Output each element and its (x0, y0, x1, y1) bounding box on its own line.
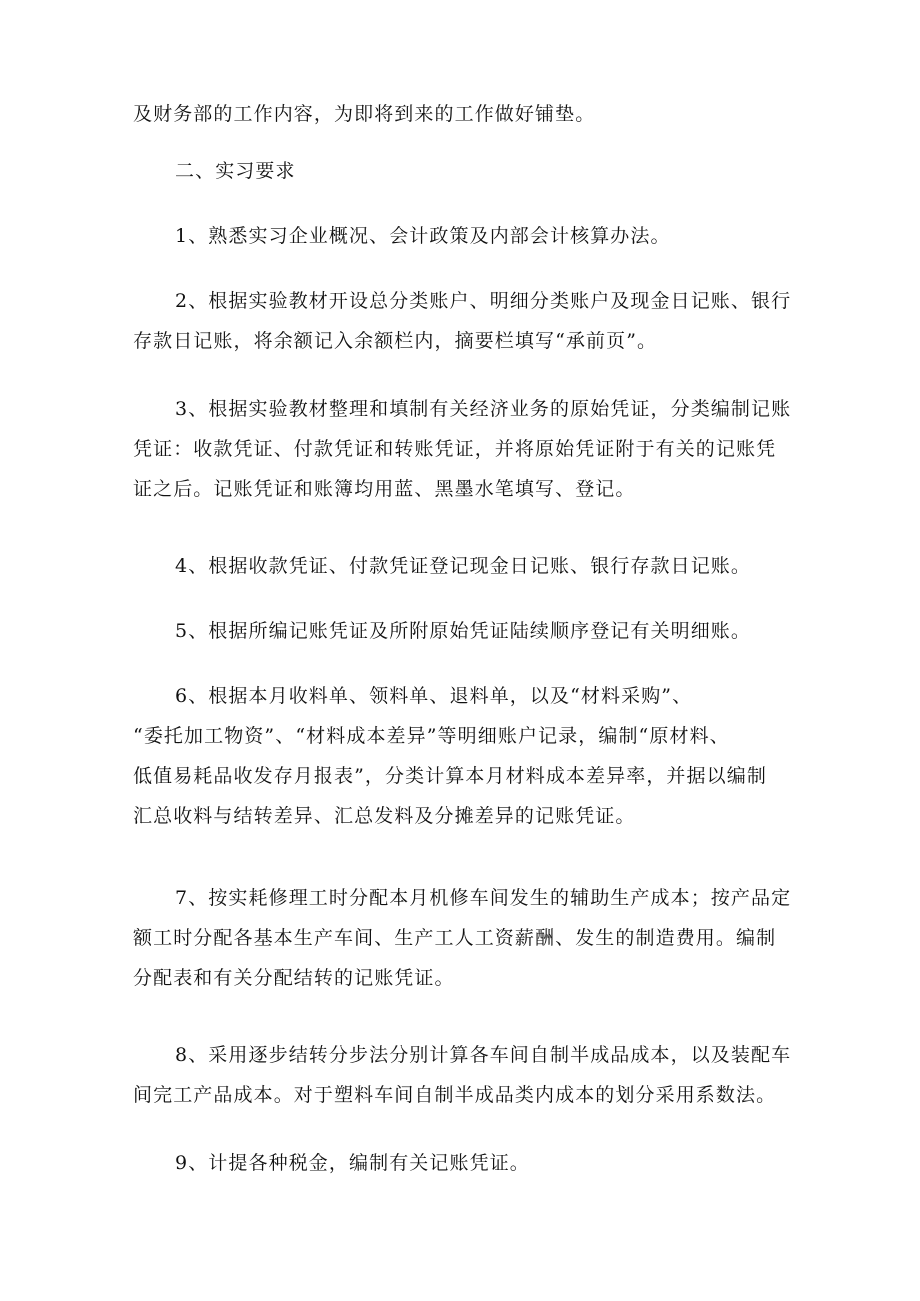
paragraph-line: 低值易耗品收发存月报表”，分类计算本月材料成本差异率，并据以编制 (133, 765, 767, 787)
paragraph-line: 9、计提各种税金，编制有关记账凭证。 (175, 1152, 530, 1174)
paragraph-item-4 (133, 546, 798, 586)
paragraph-line: 7、按实耗修理工时分配本月机修车间发生的辅助生产成本；按产品定 (175, 887, 792, 909)
paragraph-line: 间完工产品成本。对于塑料车间自制半成品类内成本的划分采用系数法。 (133, 1084, 777, 1106)
paragraph-line: 2、根据实验教材开设总分类账户、明细分类账户及现金日记账、银行 (175, 290, 792, 312)
paragraph-line: 存款日记账，将余额记入余额栏内，摘要栏填写“承前页”。 (133, 330, 658, 352)
paragraph-line: 及财务部的工作内容，为即将到来的工作做好铺垫。 (133, 103, 596, 125)
paragraph-item-8 (133, 1035, 798, 1115)
section-heading (133, 151, 798, 191)
paragraph-line: 汇总收料与结转差异、汇总发料及分摊差异的记账凭证。 (133, 805, 636, 827)
paragraph-line: 3、根据实验教材整理和填制有关经济业务的原始凭证，分类编制记账 (175, 398, 792, 420)
paragraph-line: 4、根据收款凭证、付款凭证登记现金日记账、银行存款日记账。 (175, 555, 751, 577)
paragraph-item-1 (133, 216, 798, 256)
paragraph-line: “委托加工物资”、“材料成本差异”等明细账户记录，编制“原材料、 (133, 725, 730, 747)
paragraph-item-2 (133, 281, 798, 361)
paragraph-item-5 (133, 611, 798, 651)
paragraph-line: 凭证：收款凭证、付款凭证和转账凭证，并将原始凭证附于有关的记账凭 (133, 438, 777, 460)
paragraph-line: 5、根据所编记账凭证及所附原始凭证陆续顺序登记有关明细账。 (175, 620, 751, 642)
paragraph-item-7 (133, 878, 798, 998)
paragraph-item-3 (133, 389, 798, 509)
paragraph-item-9 (133, 1143, 798, 1183)
paragraph-line: 分配表和有关分配结转的记账凭证。 (133, 967, 455, 989)
paragraph-item-6 (133, 676, 798, 836)
heading-text: 二、实习要求 (175, 160, 296, 182)
paragraph-line: 8、采用逐步结转分步法分别计算各车间自制半成品成本，以及装配车 (175, 1044, 792, 1066)
paragraph-line: 1、熟悉实习企业概况、会计政策及内部会计核算办法。 (175, 225, 671, 247)
paragraph-line: 6、根据本月收料单、领料单、退料单，以及“材料采购”、 (175, 685, 693, 707)
paragraph-line: 证之后。记账凭证和账簿均用蓝、黑墨水笔填写、登记。 (133, 478, 636, 500)
paragraph-continuation (133, 94, 798, 134)
paragraph-line: 额工时分配各基本生产车间、生产工人工资薪酬、发生的制造费用。编制 (133, 927, 777, 949)
